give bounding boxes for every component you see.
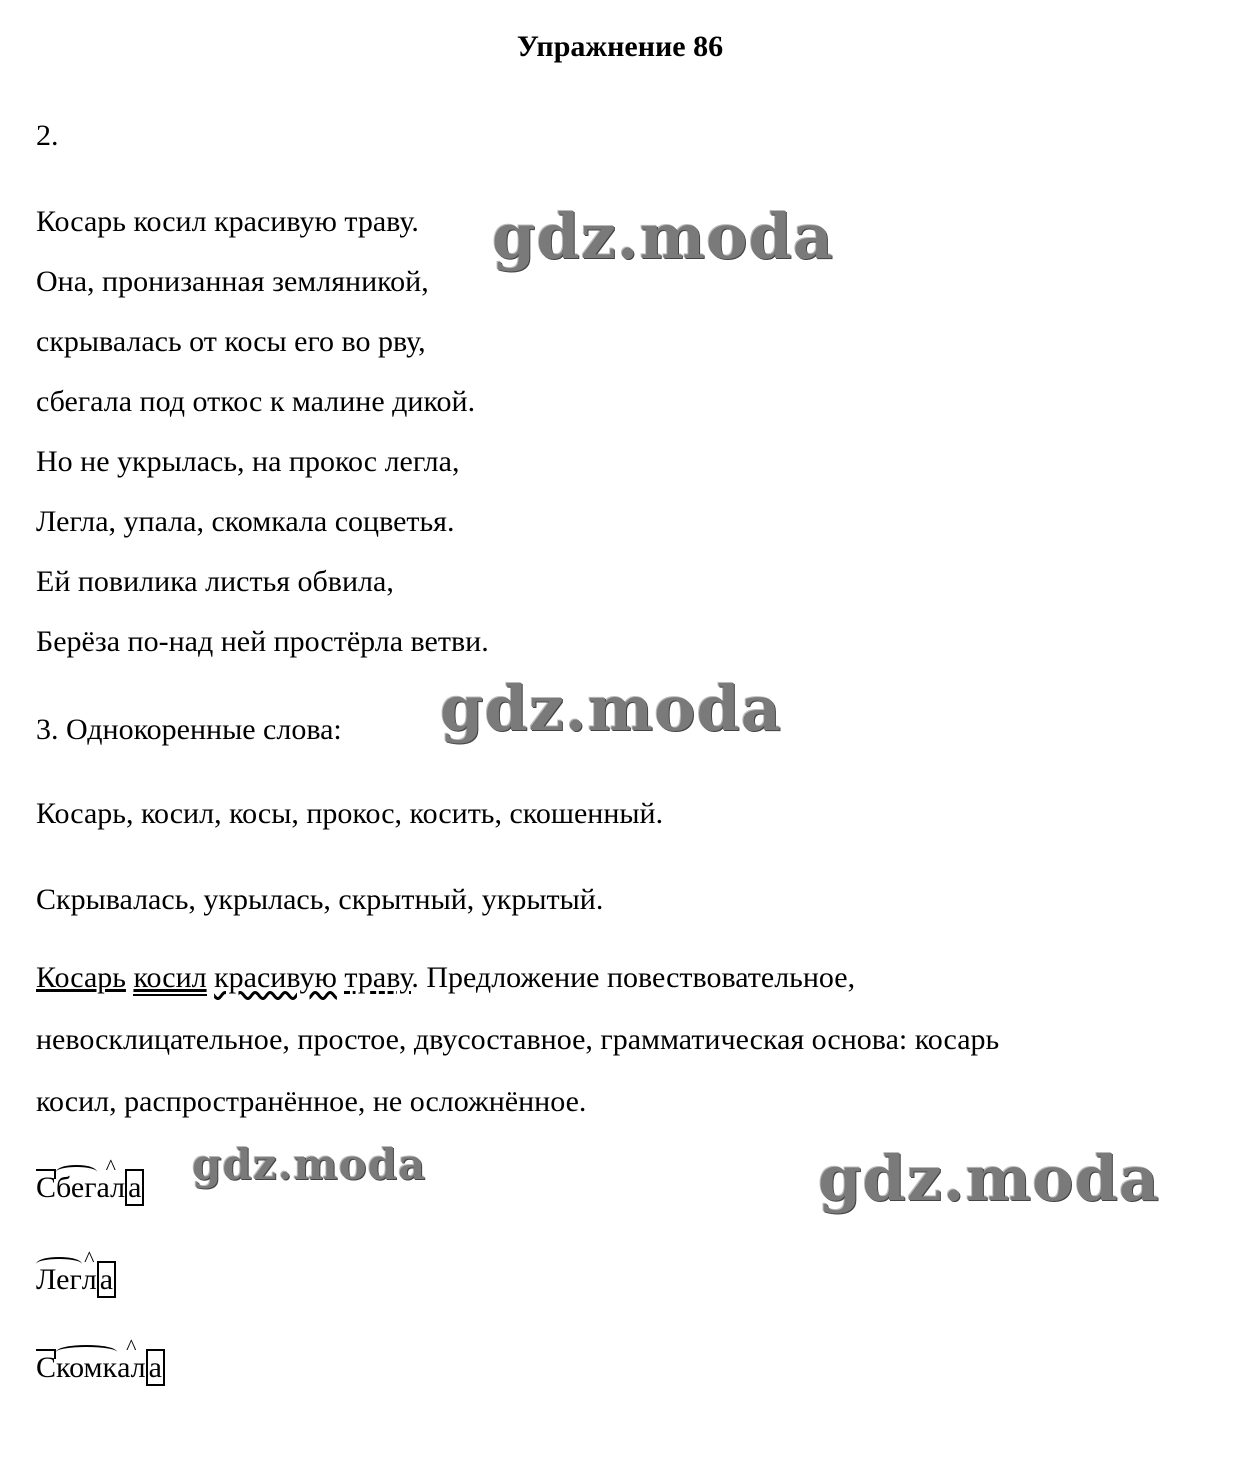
ending-box: а <box>125 1169 144 1206</box>
suffix-mark: ^ л <box>82 1263 97 1296</box>
subject-word: Косарь <box>36 961 126 994</box>
predicate-word: косил <box>133 961 207 994</box>
section-3-label: 3. Однокоренные слова: <box>36 713 342 746</box>
root-mark: бег <box>56 1171 97 1204</box>
cognates-line-1: Косарь, косил, косы, прокос, косить, скошенный. <box>36 797 664 830</box>
watermark-2: gdz.moda <box>440 672 782 745</box>
poem-line-4: сбегала под откос к малине дикой. <box>36 385 476 418</box>
root-mark: Лег <box>36 1263 82 1296</box>
analysis-rest: . Предложение повествовательное, <box>411 961 856 994</box>
watermark-1: gdz.moda <box>492 200 834 273</box>
suffix-mark: ^ ал <box>117 1351 146 1384</box>
page-title: Упражнение 86 <box>516 30 724 63</box>
prefix-mark: С <box>36 1171 57 1204</box>
morpheme-word-1 <box>36 1170 144 1206</box>
poem-line-6: Легла, упала, скомкала соцветья. <box>36 505 455 538</box>
poem-line-1: Косарь косил красивую траву. <box>36 205 419 238</box>
poem-line-3: скрывалась от косы его во рву, <box>36 325 426 358</box>
analysis-line-2: невосклицательное, простое, двусоставное, грамматическая основа: косарь <box>36 1023 1000 1056</box>
analysis-line-1 <box>36 960 855 996</box>
ending-box: а <box>97 1261 116 1298</box>
analysis-line-3: косил, распространённое, не осложнённое. <box>36 1085 587 1118</box>
suffix-mark: ^ ал <box>97 1171 126 1204</box>
root-mark: комк <box>56 1351 118 1384</box>
section-2-label: 2. <box>36 119 59 152</box>
object-word: траву <box>344 961 412 994</box>
poem-line-7: Ей повилика листья обвила, <box>36 565 394 598</box>
morpheme-word-3 <box>36 1350 165 1386</box>
poem-line-5: Но не укрылась, на прокос легла, <box>36 445 460 478</box>
poem-line-8: Берёза по-над ней простёрла ветви. <box>36 625 489 658</box>
attribute-word: красивую <box>214 961 337 994</box>
prefix-mark: С <box>36 1351 57 1384</box>
morpheme-word-2 <box>36 1262 116 1298</box>
watermark-4: gdz.moda <box>818 1142 1160 1215</box>
ending-box: а <box>146 1349 165 1386</box>
cognates-line-2: Скрывалась, укрылась, скрытный, укрытый. <box>36 883 604 916</box>
watermark-3: gdz.moda <box>192 1140 427 1189</box>
poem-line-2: Она, пронизанная земляникой, <box>36 265 429 298</box>
